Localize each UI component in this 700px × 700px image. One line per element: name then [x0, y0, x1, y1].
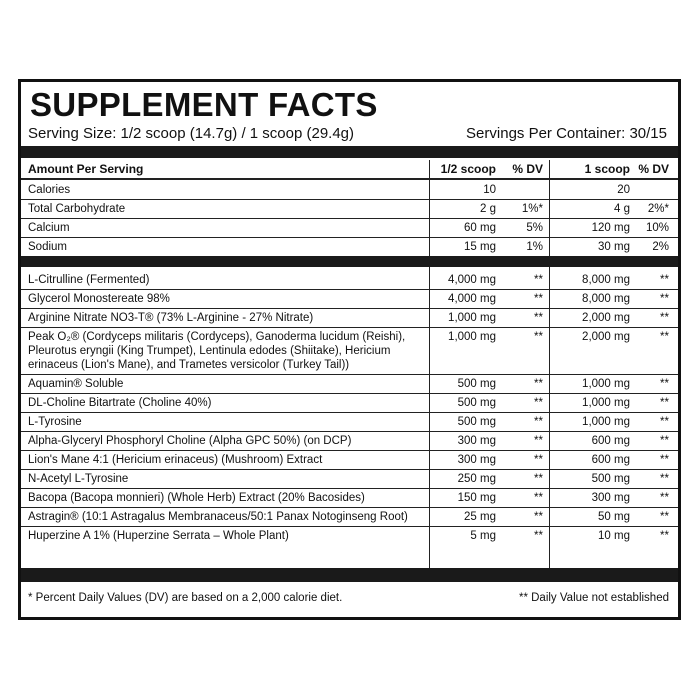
row-one-amount: 8,000 mg	[582, 274, 630, 286]
row-one-dv: **	[660, 435, 669, 447]
row-half-amount: 60 mg	[464, 222, 496, 234]
column-divider	[429, 267, 430, 568]
row-name: Bacopa (Bacopa monnieri) (Whole Herb) Extract (20% Bacosides)	[28, 492, 365, 504]
row-one-dv: 10%	[645, 222, 669, 234]
row-divider	[21, 507, 678, 508]
row-one-dv: 2%	[652, 241, 669, 253]
column-divider	[549, 267, 550, 568]
row-half-dv: **	[534, 397, 543, 409]
row-half-dv: **	[534, 312, 543, 324]
row-half-amount: 500 mg	[457, 416, 496, 428]
row-half-dv: **	[534, 492, 543, 504]
row-divider	[21, 289, 678, 290]
bottom-thick-bar	[21, 568, 678, 582]
row-one-dv: **	[660, 492, 669, 504]
row-name: Glycerol Monostereate 98%	[28, 293, 170, 305]
row-one-amount: 1,000 mg	[582, 397, 630, 409]
row-half-amount: 500 mg	[457, 397, 496, 409]
row-one-amount: 2,000 mg	[582, 331, 630, 343]
row-one-dv: **	[660, 397, 669, 409]
row-divider	[21, 412, 678, 413]
row-one-dv: **	[660, 454, 669, 466]
row-one-dv: 2%*	[647, 203, 669, 215]
row-half-dv: **	[534, 274, 543, 286]
row-name: DL-Choline Bitartrate (Choline 40%)	[28, 397, 212, 409]
row-half-amount: 5 mg	[470, 530, 496, 542]
row-divider	[21, 450, 678, 451]
row-one-amount: 500 mg	[591, 473, 630, 485]
panel-title: SUPPLEMENT FACTS	[30, 86, 378, 123]
row-half-amount: 4,000 mg	[448, 293, 496, 305]
row-half-dv: **	[534, 473, 543, 485]
row-divider	[21, 374, 678, 375]
row-one-amount: 600 mg	[591, 454, 630, 466]
row-half-dv: **	[534, 416, 543, 428]
row-name: Calories	[28, 184, 71, 196]
row-one-dv: **	[660, 331, 669, 343]
row-one-amount: 2,000 mg	[582, 312, 630, 324]
column-divider	[429, 160, 430, 256]
row-divider	[21, 469, 678, 470]
supplement-facts-panel	[18, 79, 681, 620]
row-one-amount: 20	[617, 184, 630, 196]
row-name: Lion's Mane 4:1 (Hericium erinaceus) (Mushroom) Extract	[28, 454, 323, 466]
row-half-dv: 5%	[526, 222, 543, 234]
row-divider	[21, 308, 678, 309]
row-half-dv: **	[534, 435, 543, 447]
row-name: Arginine Nitrate NO3-T® (73% L-Arginine - 27% Nitrate)	[28, 312, 314, 324]
row-half-amount: 15 mg	[464, 241, 496, 253]
row-half-amount: 4,000 mg	[448, 274, 496, 286]
row-half-amount: 1,000 mg	[448, 331, 496, 343]
row-name: Huperzine A 1% (Huperzine Serrata – Whole Plant)	[28, 530, 289, 542]
middle-thick-bar	[21, 256, 678, 267]
dv-footnote: * Percent Daily Values (DV) are based on a 2,000 calorie diet.	[28, 592, 343, 604]
dv-half-header: % DV	[512, 162, 543, 176]
row-one-amount: 300 mg	[591, 492, 630, 504]
row-one-amount: 600 mg	[591, 435, 630, 447]
one-scoop-header: 1 scoop	[584, 162, 630, 176]
row-divider	[21, 488, 678, 489]
row-half-dv: 1%	[526, 241, 543, 253]
row-half-dv: **	[534, 378, 543, 390]
row-half-amount: 250 mg	[457, 473, 496, 485]
row-half-amount: 25 mg	[464, 511, 496, 523]
row-half-amount: 500 mg	[457, 378, 496, 390]
row-one-dv: **	[660, 293, 669, 305]
row-half-dv: **	[534, 293, 543, 305]
row-half-amount: 150 mg	[457, 492, 496, 504]
row-name: Total Carbohydrate	[28, 203, 126, 215]
row-half-amount: 1,000 mg	[448, 312, 496, 324]
row-half-dv: **	[534, 511, 543, 523]
dv-not-established-note: ** Daily Value not established	[518, 592, 669, 604]
row-one-amount: 8,000 mg	[582, 293, 630, 305]
row-name: L-Tyrosine	[28, 416, 82, 428]
row-one-amount: 30 mg	[598, 241, 630, 253]
row-one-dv: **	[660, 378, 669, 390]
servings-per-container: Servings Per Container: 30/15	[466, 125, 667, 142]
row-name: L-Citrulline (Fermented)	[28, 274, 150, 286]
row-one-amount: 1,000 mg	[582, 416, 630, 428]
row-half-dv: **	[534, 331, 543, 343]
row-divider	[21, 393, 678, 394]
row-half-amount: 300 mg	[457, 435, 496, 447]
serving-size: Serving Size: 1/2 scoop (14.7g) / 1 scoop (29.4g)	[28, 125, 355, 142]
row-name: Alpha-Glyceryl Phosphoryl Choline (Alpha GPC 50%) (on DCP)	[28, 435, 352, 447]
row-name: Peak O₂® (Cordyceps militaris (Cordyceps), Ganoderma lucidum (Reishi), Pleurotus eryngii (King Trumpet), Lentinula edodes (Shiitake), Hericium erinaceus (Lion's Mane), and Trametes versicolor (Turkey Tail))	[28, 331, 406, 371]
row-half-dv: 1%*	[521, 203, 543, 215]
amount-per-serving-header: Amount Per Serving	[28, 162, 144, 176]
row-one-dv: **	[660, 511, 669, 523]
row-one-amount: 4 g	[614, 203, 630, 215]
row-half-amount: 2 g	[480, 203, 496, 215]
row-one-amount: 10 mg	[598, 530, 630, 542]
row-one-amount: 120 mg	[591, 222, 630, 234]
row-divider	[21, 218, 678, 219]
row-name: Astragin® (10:1 Astragalus Membranaceus/50:1 Panax Notoginseng Root)	[28, 511, 408, 523]
row-name: N-Acetyl L-Tyrosine	[28, 473, 129, 485]
row-name: Calcium	[28, 222, 70, 234]
row-one-amount: 50 mg	[598, 511, 630, 523]
row-one-dv: **	[660, 274, 669, 286]
half-scoop-header: 1/2 scoop	[440, 162, 496, 176]
row-one-amount: 1,000 mg	[582, 378, 630, 390]
row-half-amount: 300 mg	[457, 454, 496, 466]
row-divider	[21, 237, 678, 238]
row-divider	[21, 431, 678, 432]
header-rule	[21, 178, 678, 180]
row-half-dv: **	[534, 454, 543, 466]
row-name: Sodium	[28, 241, 67, 253]
row-divider	[21, 327, 678, 328]
row-half-dv: **	[534, 530, 543, 542]
row-one-dv: **	[660, 416, 669, 428]
row-one-dv: **	[660, 530, 669, 542]
row-divider	[21, 526, 678, 527]
row-one-dv: **	[660, 312, 669, 324]
row-half-amount: 10	[483, 184, 496, 196]
column-divider	[549, 160, 550, 256]
row-divider	[21, 199, 678, 200]
row-name: Aquamin® Soluble	[28, 378, 124, 390]
top-thick-bar	[21, 146, 678, 158]
dv-one-header: % DV	[638, 162, 669, 176]
row-one-dv: **	[660, 473, 669, 485]
